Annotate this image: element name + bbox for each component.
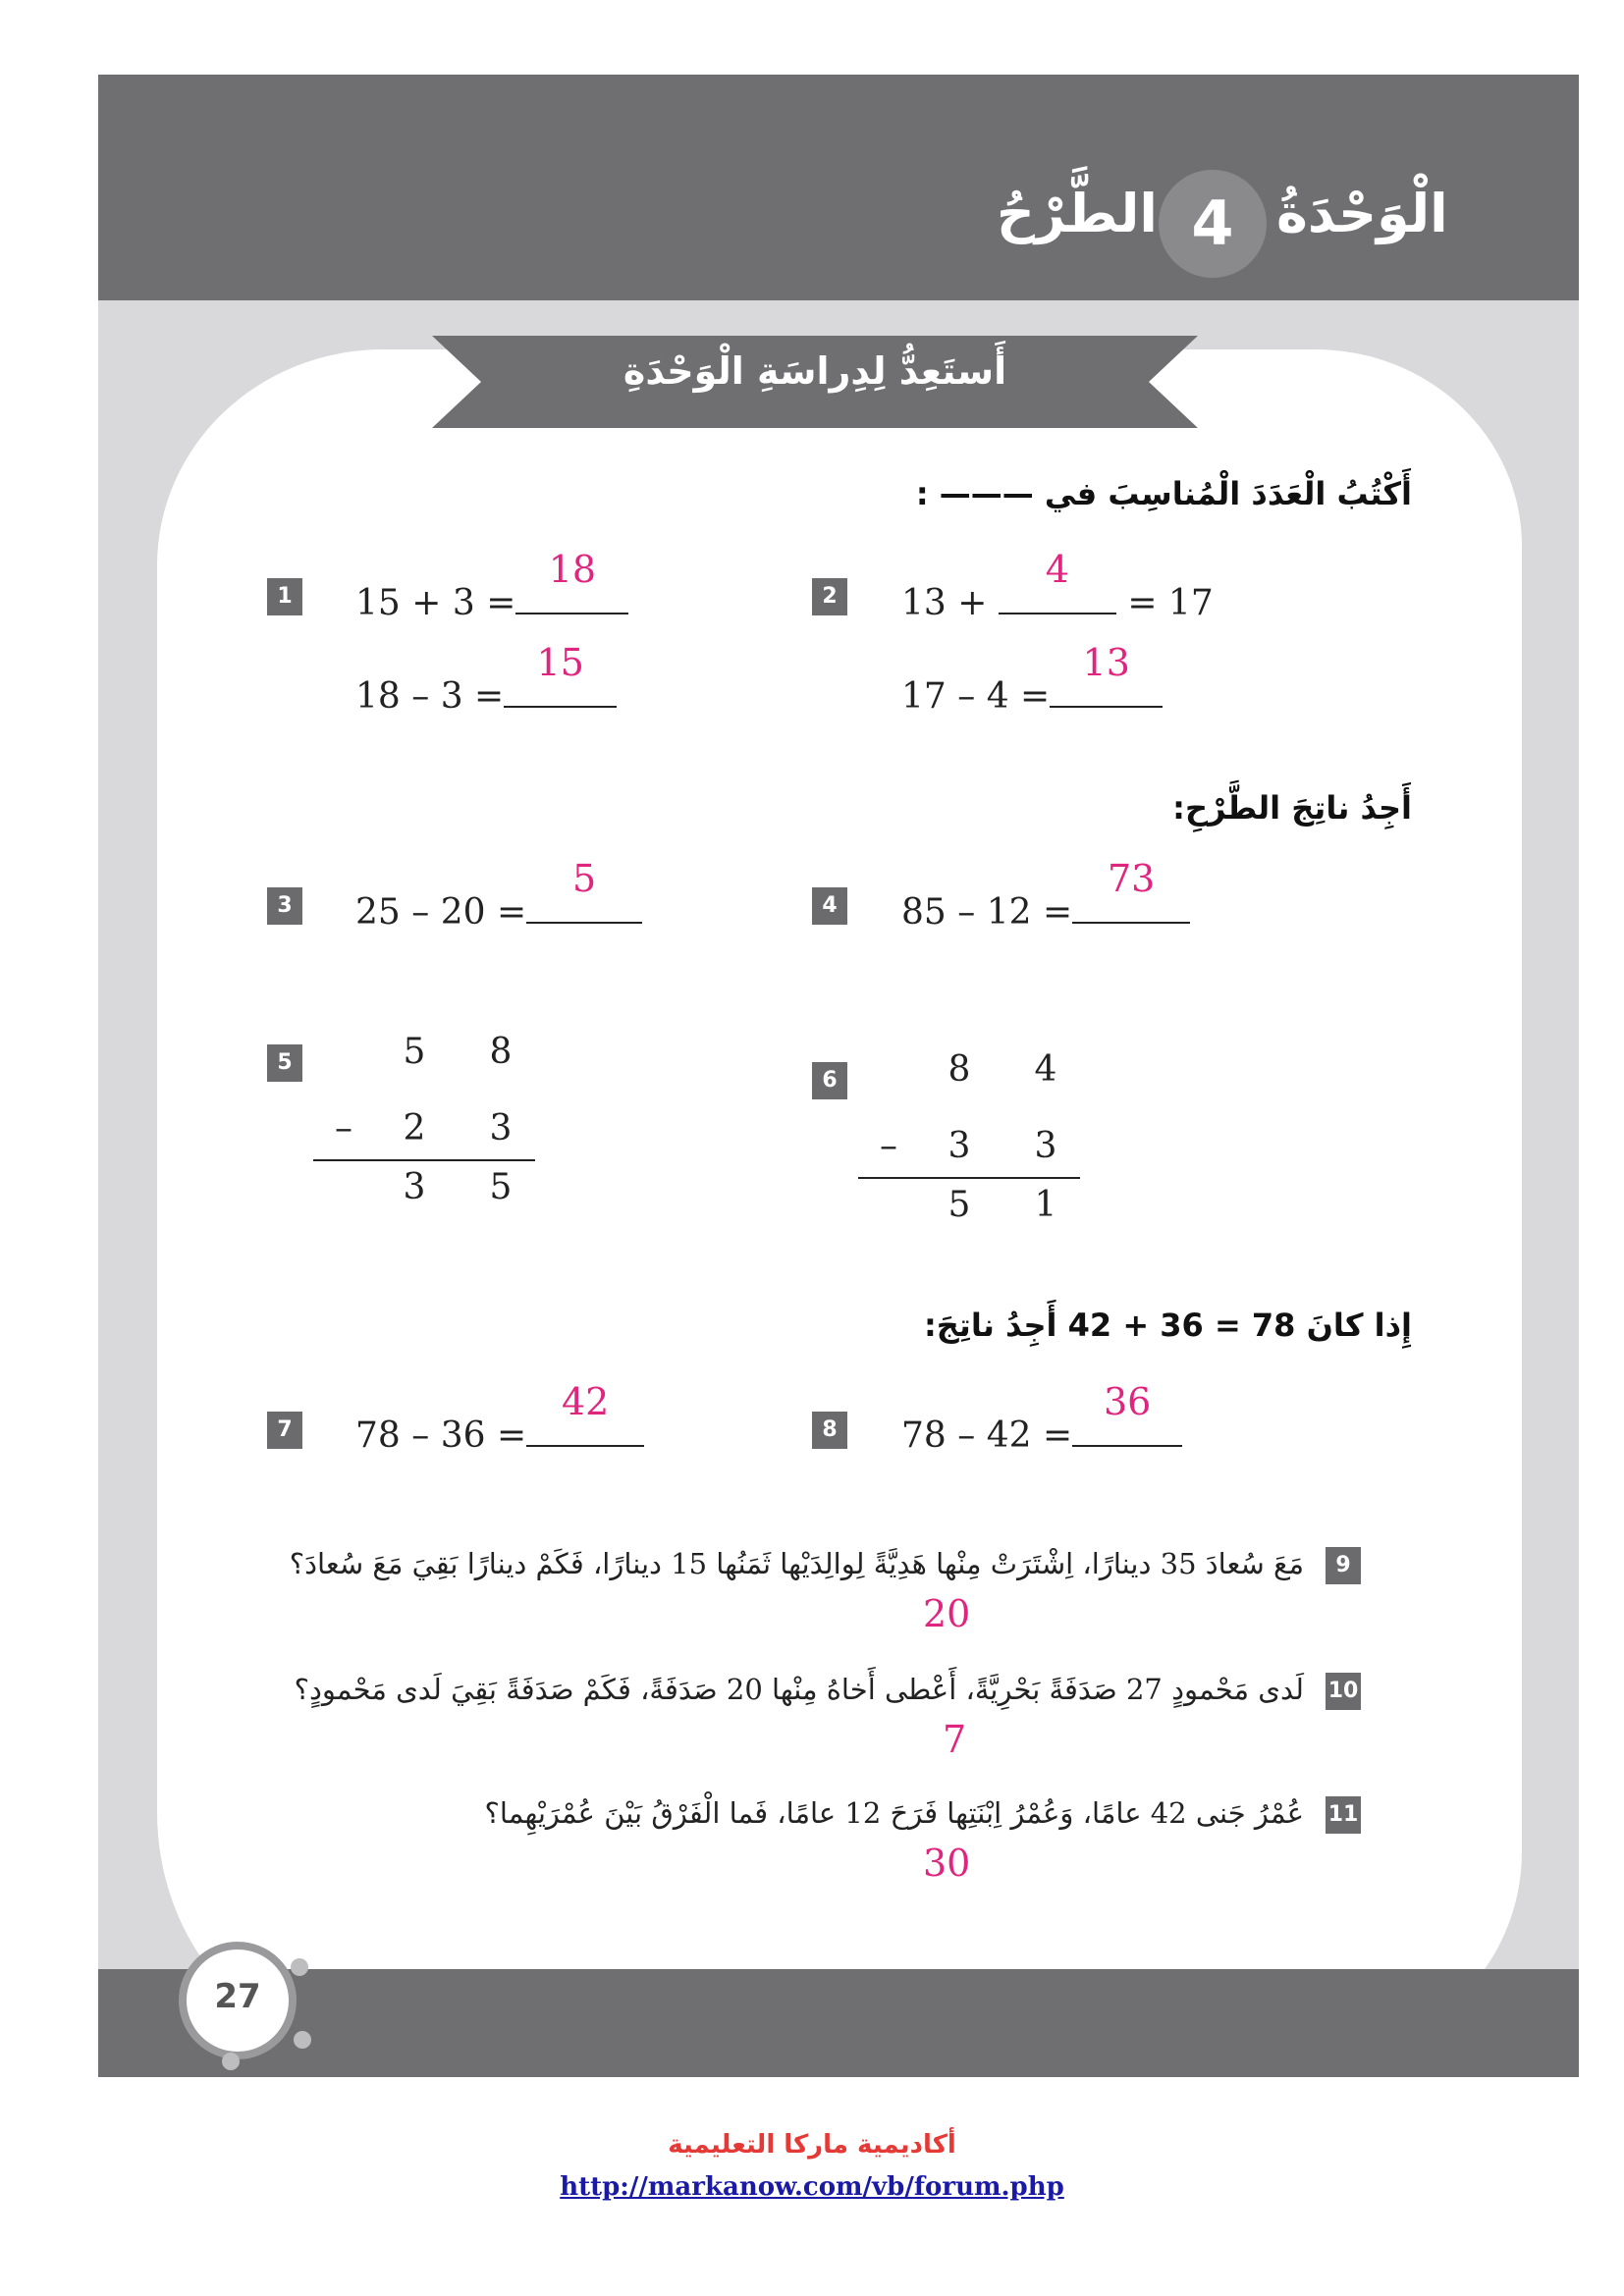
equation-text: 78 – 42 =: [901, 1415, 1073, 1456]
problem-badge-3: 3: [267, 887, 302, 925]
answer-value: 4: [1045, 548, 1069, 591]
page-number: 27: [214, 1977, 261, 2016]
result-digit-ones: 5: [489, 1167, 513, 1207]
word-problem-9-answer: 20: [923, 1592, 971, 1635]
problem-2-line-1: [901, 548, 1214, 623]
equation-text: 17 – 4 =: [901, 676, 1051, 717]
equation-text: 13 +: [901, 583, 988, 623]
sum-line: [313, 1159, 535, 1161]
word-problem-11-answer: 30: [923, 1842, 971, 1885]
problem-badge-4: 4: [812, 887, 847, 925]
equation-text: 25 – 20 =: [355, 892, 527, 933]
problem-8: [901, 1380, 1182, 1456]
problem-1-line-1: [355, 548, 628, 623]
problem-1-line-2: [355, 641, 617, 717]
section3-heading: إِذا كانَ 78 = 36 + 42 أَجِدُ ناتِجَ:: [923, 1307, 1412, 1344]
unit-number-badge: 4: [1159, 170, 1267, 278]
problem-5-vertical: [319, 1032, 555, 1208]
answer-value: 36: [1103, 1380, 1152, 1423]
bottom-digit-ones: 3: [1034, 1126, 1057, 1166]
section1-heading: أَكْتُبُ الْعَدَدَ الْمُناسِبَ في ——— :: [915, 475, 1412, 512]
answer-value: 73: [1107, 857, 1156, 900]
workbook-page: [98, 75, 1579, 2077]
top-digit-tens: 5: [403, 1032, 426, 1072]
word-problem-9-text: مَعَ سُعادَ 35 دينارًا، اِشْتَرَتْ مِنْها هَدِيَّةً لِوالِدَيْها ثَمَنُها 15 دينارًا، فَكَمْ دينارًا بَقِيَ مَعَ سُعادَ؟: [289, 1547, 1304, 1580]
problem-badge-9: 9: [1326, 1547, 1361, 1584]
bottom-digit-tens: 3: [947, 1126, 971, 1166]
answer-value: 5: [572, 857, 597, 900]
answer-value: 15: [536, 641, 584, 684]
problem-badge-8: 8: [812, 1412, 847, 1449]
answer-blank[interactable]: [1072, 857, 1190, 924]
answer-blank[interactable]: [526, 857, 642, 924]
academy-name: أكاديمية ماركا التعليمية: [668, 2130, 956, 2160]
bottom-digit-ones: 3: [489, 1108, 513, 1148]
result-digit-tens: 3: [403, 1167, 426, 1207]
equation-text: 18 – 3 =: [355, 676, 505, 717]
equation-text: 85 – 12 =: [901, 892, 1073, 933]
problem-badge-6: 6: [812, 1062, 847, 1099]
problem-badge-5: 5: [267, 1044, 302, 1082]
top-digit-ones: 4: [1034, 1049, 1057, 1090]
word-problem-10-text: لَدى مَحْمودٍ 27 صَدَفَةً بَحْرِيَّةً، أَعْطى أَخاهُ مِنْها 20 صَدَفَةً، فَكَمْ صَدَفَةً بَقِيَ لَدى مَحْمودٍ؟: [294, 1673, 1304, 1706]
minus-sign: –: [335, 1108, 352, 1148]
result-digit-ones: 1: [1034, 1185, 1057, 1225]
answer-value: 42: [561, 1380, 610, 1423]
problem-7: [355, 1380, 644, 1456]
minus-sign: –: [880, 1126, 897, 1166]
problem-badge-10: 10: [1326, 1673, 1361, 1710]
answer-blank[interactable]: [526, 1380, 644, 1447]
bottom-digit-tens: 2: [403, 1108, 426, 1148]
word-problem-11-text: عُمْرُ جَنى 42 عامًا، وَعُمْرُ اِبْنَتِها فَرَحَ 12 عامًا، فَما الْفَرْقُ بَيْنَ عُمْرَيْهِما؟: [484, 1796, 1304, 1830]
sum-line: [858, 1177, 1080, 1179]
problem-3: [355, 857, 642, 933]
ribbon-title: أَستَعِدُّ لِدِراسَةِ الْوَحْدَةِ: [623, 349, 1007, 393]
answer-blank[interactable]: [1072, 1380, 1182, 1447]
answer-value: 13: [1082, 641, 1130, 684]
problem-badge-1: 1: [267, 578, 302, 615]
equation-result: = 17: [1127, 583, 1214, 623]
equation-text: 15 + 3 =: [355, 583, 516, 623]
equation-text: 78 – 36 =: [355, 1415, 527, 1456]
problem-badge-7: 7: [267, 1412, 302, 1449]
answer-value: 18: [548, 548, 597, 591]
result-digit-tens: 5: [947, 1185, 971, 1225]
word-problem-10-answer: 7: [943, 1718, 967, 1761]
problem-2-line-2: [901, 641, 1163, 717]
unit-title: الطَّرْحُ: [997, 183, 1158, 244]
problem-badge-2: 2: [812, 578, 847, 615]
unit-word: الْوَحْدَةُ: [1276, 183, 1448, 244]
answer-blank[interactable]: [999, 548, 1116, 614]
answer-blank[interactable]: [515, 548, 628, 614]
top-digit-tens: 8: [947, 1049, 971, 1090]
section2-heading: أَجِدُ ناتِجَ الطَّرْحِ:: [1172, 789, 1412, 827]
forum-link[interactable]: http://markanow.com/vb/forum.php: [560, 2172, 1064, 2202]
answer-blank[interactable]: [504, 641, 617, 708]
problem-4: [901, 857, 1190, 933]
answer-blank[interactable]: [1050, 641, 1163, 708]
top-digit-ones: 8: [489, 1032, 513, 1072]
problem-badge-11: 11: [1326, 1796, 1361, 1834]
problem-6-vertical: [864, 1049, 1100, 1226]
